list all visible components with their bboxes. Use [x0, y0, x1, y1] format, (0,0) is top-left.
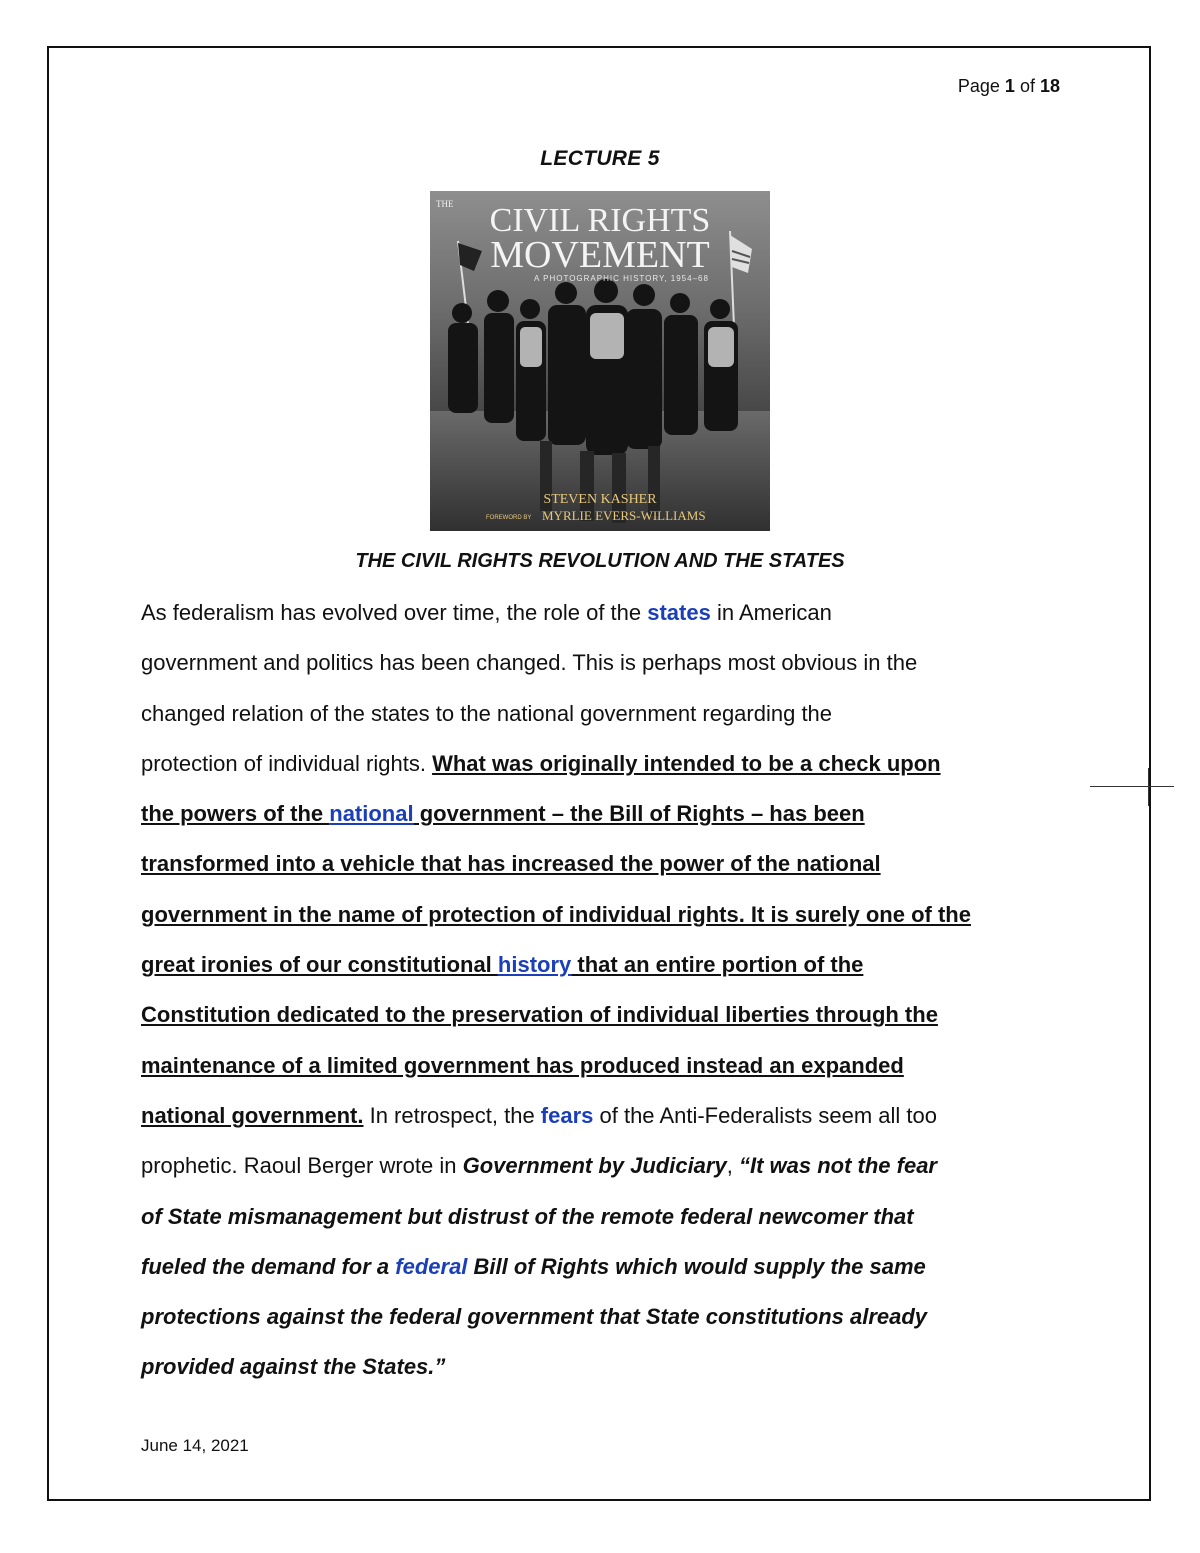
text-line: national government. In retrospect, the fears of the Anti-Federalists seem all too — [141, 1102, 938, 1128]
keyword-fears: fears — [540, 1102, 594, 1128]
keyword-federal: federal — [395, 1253, 468, 1279]
text-line: As federalism has evolved over time, the role of the states in American — [141, 600, 832, 625]
book-cover-image — [430, 191, 770, 531]
text-line: maintenance of a limited government has produced instead an expanded — [141, 1052, 904, 1078]
text-line: protection of individual rights. What was originally intended to be a check upon — [141, 750, 941, 776]
lecture-title: LECTURE 5 — [540, 147, 660, 170]
body-paragraph — [141, 588, 1071, 1393]
text-line: government in the name of protection of individual rights. It is surely one of the — [141, 901, 971, 927]
quote-line: provided against the States.” — [141, 1354, 446, 1380]
cover-foreword-prefix: FOREWORD BY — [486, 515, 532, 521]
text-line: great ironies of our constitutional history that an entire portion of the — [141, 952, 864, 978]
page-number: Page 1 of 18 — [957, 76, 1060, 96]
cover-author: STEVEN KASHER — [543, 492, 657, 507]
cover-tagline: A PHOTOGRAPHIC HISTORY, 1954–68 — [534, 274, 709, 283]
cover-title-line1: CIVIL RIGHTS — [489, 202, 711, 239]
margin-comment-tick — [1148, 768, 1149, 806]
text-line: transformed into a vehicle that has increased the power of the national — [141, 851, 881, 877]
quote-line: fueled the demand for a federal Bill of Rights which would supply the same — [141, 1253, 926, 1279]
footer-date: June 14, 2021 — [141, 1436, 249, 1455]
keyword-history: history — [497, 952, 572, 978]
quote-line: of State mismanagement but distrust of the remote federal newcomer that — [141, 1203, 914, 1229]
text-line: changed relation of the states to the national government regarding the — [141, 700, 833, 726]
margin-comment-line — [1090, 786, 1174, 787]
text-line: government and politics has been changed. This is perhaps most obvious in the — [141, 650, 918, 676]
book-title-citation: Government by Judiciary — [462, 1153, 727, 1179]
text-line: prophetic. Raoul Berger wrote in Government by Judiciary, “It was not the fear — [141, 1153, 937, 1179]
text-line: the powers of the national government – the Bill of Rights – has been — [141, 801, 865, 827]
section-title: THE CIVIL RIGHTS REVOLUTION AND THE STATES — [355, 550, 845, 572]
keyword-states: states — [647, 600, 711, 625]
quote-line: protections against the federal government that State constitutions already — [141, 1304, 928, 1330]
keyword-national: national — [329, 801, 414, 827]
text-line: Constitution dedicated to the preservation of individual liberties through the — [141, 1002, 938, 1028]
cover-the: THE — [436, 199, 454, 209]
cover-foreword-name: MYRLIE EVERS-WILLIAMS — [542, 508, 706, 523]
cover-title-line2: MOVEMENT — [490, 234, 710, 276]
